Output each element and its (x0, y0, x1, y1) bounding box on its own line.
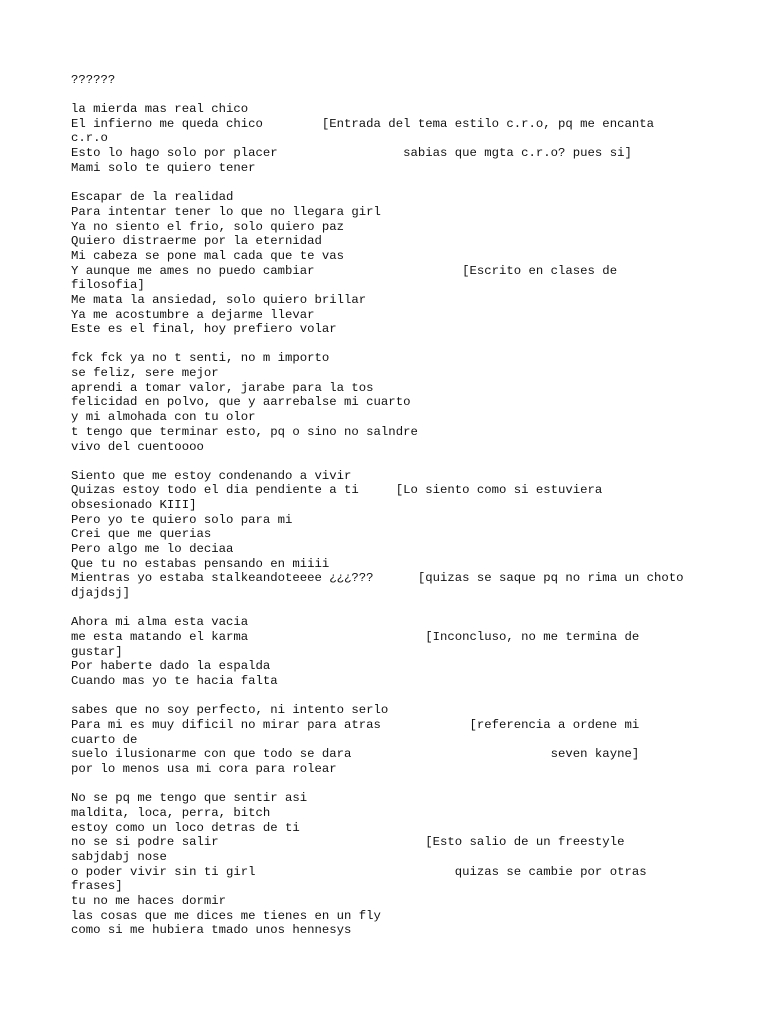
lyric-line: Que tu no estabas pensando en miiii (71, 557, 330, 571)
lyric-line: Escapar de la realidad (71, 190, 234, 204)
note-continuation: cuarto de (71, 733, 138, 747)
lyric-line-with-note: Quizas estoy todo el dia pendiente a ti [Lo siento como si estuviera (71, 483, 603, 497)
lyric-line: Mami solo te quiero tener (71, 161, 256, 175)
note-continuation: c.r.o (71, 131, 108, 145)
lyric-line-with-note: Y aunque me ames no puedo cambiar [Escrito en clases de (71, 264, 618, 278)
title-line: ?????? (71, 73, 116, 87)
lyric-line: fck fck ya no t senti, no m importo (71, 351, 330, 365)
lyric-line: Para intentar tener lo que no llegara girl (71, 205, 381, 219)
lyric-line: Quiero distraerme por la eternidad (71, 234, 322, 248)
lyric-line: la mierda mas real chico (71, 102, 249, 116)
lyric-line: Crei que me querias (71, 527, 212, 541)
lyric-line: Siento que me estoy condenando a vivir (71, 469, 352, 483)
lyric-line: t tengo que terminar esto, pq o sino no salndre (71, 425, 418, 439)
lyric-line: tu no me haces dormir (71, 894, 226, 908)
lyric-line: Mi cabeza se pone mal cada que te vas (71, 249, 345, 263)
lyric-line: felicidad en polvo, que y aarrebalse mi cuarto (71, 395, 411, 409)
lyric-line-with-note: me esta matando el karma [Inconcluso, no me termina de (71, 630, 640, 644)
lyric-line-with-note: no se si podre salir [Esto salio de un freestyle (71, 835, 625, 849)
lyric-line: Me mata la ansiedad, solo quiero brillar (71, 293, 367, 307)
lyric-line: sabes que no soy perfecto, ni intento serlo (71, 703, 389, 717)
note-continuation: djajdsj] (71, 586, 131, 600)
lyric-line: aprendi a tomar valor, jarabe para la tos (71, 381, 374, 395)
lyric-line: Cuando mas yo te hacia falta (71, 674, 278, 688)
lyric-line-with-note: El infierno me queda chico [Entrada del tema estilo c.r.o, pq me encanta (71, 117, 654, 131)
note-continuation: obsesionado KIII] (71, 498, 197, 512)
note-continuation: gustar] (71, 645, 123, 659)
lyric-line: Por haberte dado la espalda (71, 659, 271, 673)
note-continuation: sabjdabj nose (71, 850, 167, 864)
lyric-line: maldita, loca, perra, bitch (71, 806, 271, 820)
lyric-line: por lo menos usa mi cora para rolear (71, 762, 337, 776)
lyric-line: Ya me acostumbre a dejarme llevar (71, 308, 315, 322)
lyric-line-with-note: Esto lo hago solo por placer sabias que mgta c.r.o? pues si] (71, 146, 632, 160)
lyric-line: Pero yo te quiero solo para mi (71, 513, 293, 527)
lyric-line: como si me hubiera tmado unos hennesys (71, 923, 352, 937)
lyric-line: No se pq me tengo que sentir asi (71, 791, 308, 805)
lyric-line-with-note: Para mi es muy dificil no mirar para atras [referencia a ordene mi (71, 718, 640, 732)
note-continuation: filosofia] (71, 278, 145, 292)
lyric-line: se feliz, sere mejor (71, 366, 219, 380)
lyric-line: las cosas que me dices me tienes en un fly (71, 909, 381, 923)
note-continuation: frases] (71, 879, 123, 893)
lyric-line: Pero algo me lo deciaa (71, 542, 234, 556)
lyric-line: Este es el final, hoy prefiero volar (71, 322, 337, 336)
lyric-line-with-note: suelo ilusionarme con que todo se dara seven kayne] (71, 747, 640, 761)
lyric-line: vivo del cuentoooo (71, 440, 204, 454)
lyric-line: estoy como un loco detras de ti (71, 821, 300, 835)
lyric-line-with-note: Mientras yo estaba stalkeandoteeee ¿¿¿??? [quizas se saque pq no rima un choto (71, 571, 684, 585)
lyric-line: y mi almohada con tu olor (71, 410, 256, 424)
lyric-line: Ahora mi alma esta vacia (71, 615, 249, 629)
lyric-line: Ya no siento el frio, solo quiero paz (71, 220, 345, 234)
lyric-line-with-note: o poder vivir sin ti girl quizas se cambie por otras (71, 865, 647, 879)
